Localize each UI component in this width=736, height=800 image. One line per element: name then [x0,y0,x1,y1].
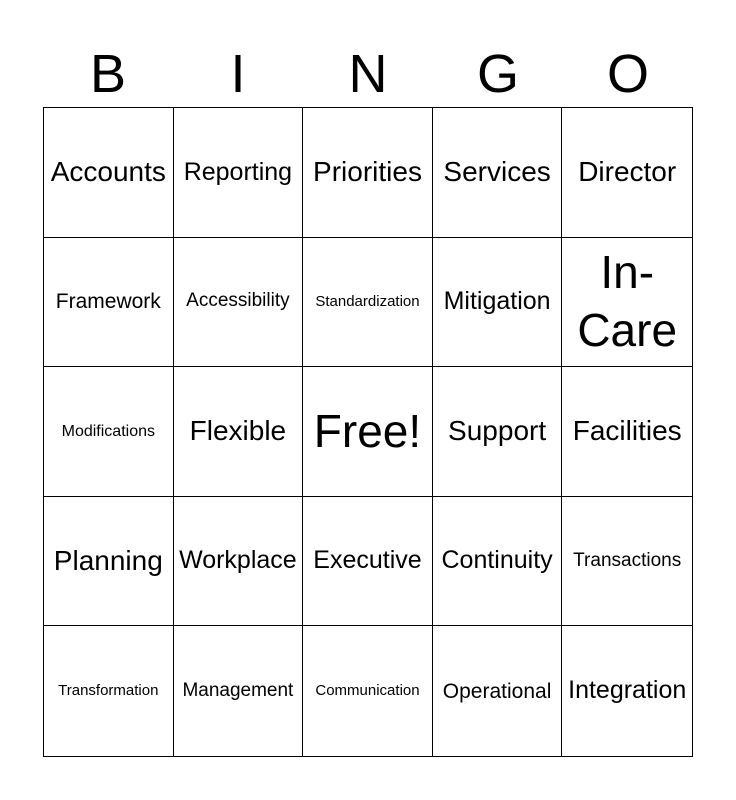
bingo-card-grid [43,107,693,757]
header-letter-i: I [230,44,246,104]
bingo-cell: Communication [303,626,433,756]
bingo-cell: Management [174,626,304,756]
bingo-cell: Standardization [303,238,433,368]
bingo-cell: Transactions [562,497,692,627]
bingo-cell: Accounts [44,108,174,238]
bingo-cell: Reporting [174,108,304,238]
bingo-cell: In-Care [562,238,692,368]
header-letter-g: G [476,44,519,104]
free-space-cell: Free! [303,367,433,497]
bingo-cell: Integration [568,676,687,705]
bingo-cell: Framework [44,238,174,368]
bingo-cell: Facilities [562,367,692,497]
bingo-cell: Support [433,367,563,497]
bingo-cell: Services [433,108,563,238]
bingo-cell: Accessibility [174,238,304,368]
header-letter-n: N [348,44,388,104]
bingo-cell: Operational [433,626,563,756]
bingo-cell: Priorities [303,108,433,238]
bingo-cell: Executive [303,497,433,627]
bingo-cell: Director [562,108,692,238]
bingo-cell: Modifications [44,367,174,497]
bingo-cell: Continuity [433,497,563,627]
bingo-cell: Transformation [44,626,174,756]
header-letter-b: B [89,44,127,104]
bingo-cell: Flexible [174,367,304,497]
bingo-cell: Planning [44,497,174,627]
bingo-cell: Workplace [174,497,304,627]
header-letter-o: O [606,44,649,104]
bingo-cell: Mitigation [433,238,563,368]
bingo-header [43,40,693,108]
